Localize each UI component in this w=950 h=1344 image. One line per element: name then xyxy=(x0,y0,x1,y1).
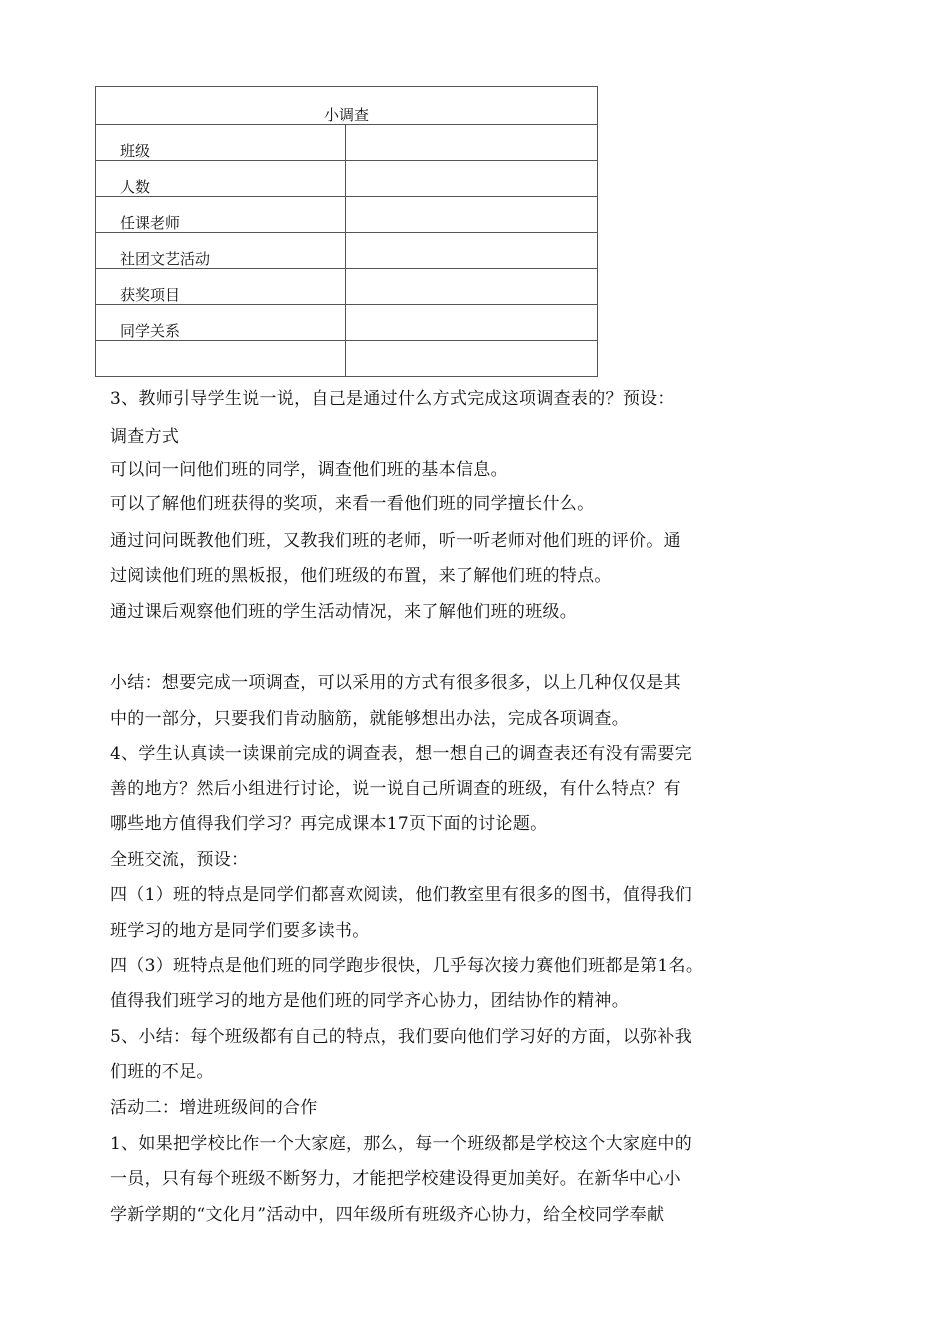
table-row-empty xyxy=(96,341,597,377)
table-row xyxy=(96,161,597,197)
paragraph-line: 四（3）班特点是他们班的同学跑步很快，几乎每次接力赛他们班都是第1名。 xyxy=(110,956,704,976)
paragraph-line: 们班的不足。 xyxy=(110,1062,214,1082)
paragraph-line: 班学习的地方是同学们要多读书。 xyxy=(110,921,370,941)
row-label-teachers: 任课老师 xyxy=(120,214,181,232)
section-heading: 活动二：增进班级间的合作 xyxy=(110,1098,318,1118)
paragraph-line: 小结：想要完成一项调查，可以采用的方式有很多很多，以上几种仅仅是其 xyxy=(110,673,681,693)
table-row xyxy=(96,125,597,161)
row-label-classmate-relations: 同学关系 xyxy=(120,322,181,340)
row-label-club-activities: 社团文艺活动 xyxy=(120,250,211,268)
paragraph-line: 3、教师引导学生说一说，自己是通过什么方式完成这项调查表的？预设： xyxy=(110,389,675,409)
paragraph-line: 5、小结：每个班级都有自己的特点，我们要向他们学习好的方面，以弥补我 xyxy=(110,1027,693,1047)
paragraph-line: 可以了解他们班获得的奖项，来看一看他们班的同学擅长什么。 xyxy=(110,494,595,514)
paragraph-line: 通过问问既教他们班，又教我们班的老师，听一听老师对他们班的评价。通 xyxy=(110,531,681,551)
paragraph-line: 学新学期的“文化月”活动中，四年级所有班级齐心协力，给全校同学奉献 xyxy=(110,1205,665,1225)
row-label-awards: 获奖项目 xyxy=(120,286,181,304)
paragraph-line: 中的一部分，只要我们肯动脑筋，就能够想出办法，完成各项调查。 xyxy=(110,709,629,729)
paragraph-line: 可以问一问他们班的同学，调查他们班的基本信息。 xyxy=(110,460,508,480)
paragraph-line: 善的地方？然后小组进行讨论，说一说自己所调查的班级，有什么特点？有 xyxy=(110,779,681,799)
table-row xyxy=(96,197,597,233)
table-row xyxy=(96,269,597,305)
paragraph-line: 1、如果把学校比作一个大家庭，那么，每一个班级都是学校这个大家庭中的 xyxy=(110,1134,693,1154)
paragraph-line: 值得我们班学习的地方是他们班的同学齐心协力，团结协作的精神。 xyxy=(110,991,629,1011)
row-label-class: 班级 xyxy=(120,142,151,160)
paragraph-line: 过阅读他们班的黑板报，他们班级的布置，来了解他们班的特点。 xyxy=(110,566,612,586)
paragraph-line: 全班交流，预设： xyxy=(110,850,249,870)
paragraph-line: 四（1）班的特点是同学们都喜欢阅读，他们教室里有很多的图书，值得我们 xyxy=(110,885,693,905)
paragraph-line: 一员，只有每个班级不断努力，才能把学校建设得更加美好。在新华中心小 xyxy=(110,1169,681,1189)
paragraph-line: 4、学生认真读一读课前完成的调查表，想一想自己的调查表还有没有需要完 xyxy=(110,744,693,764)
row-label-headcount: 人数 xyxy=(120,178,151,196)
paragraph-line: 通过课后观察他们班的学生活动情况，来了解他们班的班级。 xyxy=(110,602,578,622)
survey-title: 小调查 xyxy=(323,106,369,124)
paragraph-line: 调查方式 xyxy=(110,427,180,447)
survey-table xyxy=(95,86,598,377)
table-row xyxy=(96,305,597,341)
paragraph-line: 哪些地方值得我们学习？再完成课本17页下面的讨论题。 xyxy=(110,814,548,834)
survey-title-row xyxy=(96,87,597,125)
table-row xyxy=(96,233,597,269)
